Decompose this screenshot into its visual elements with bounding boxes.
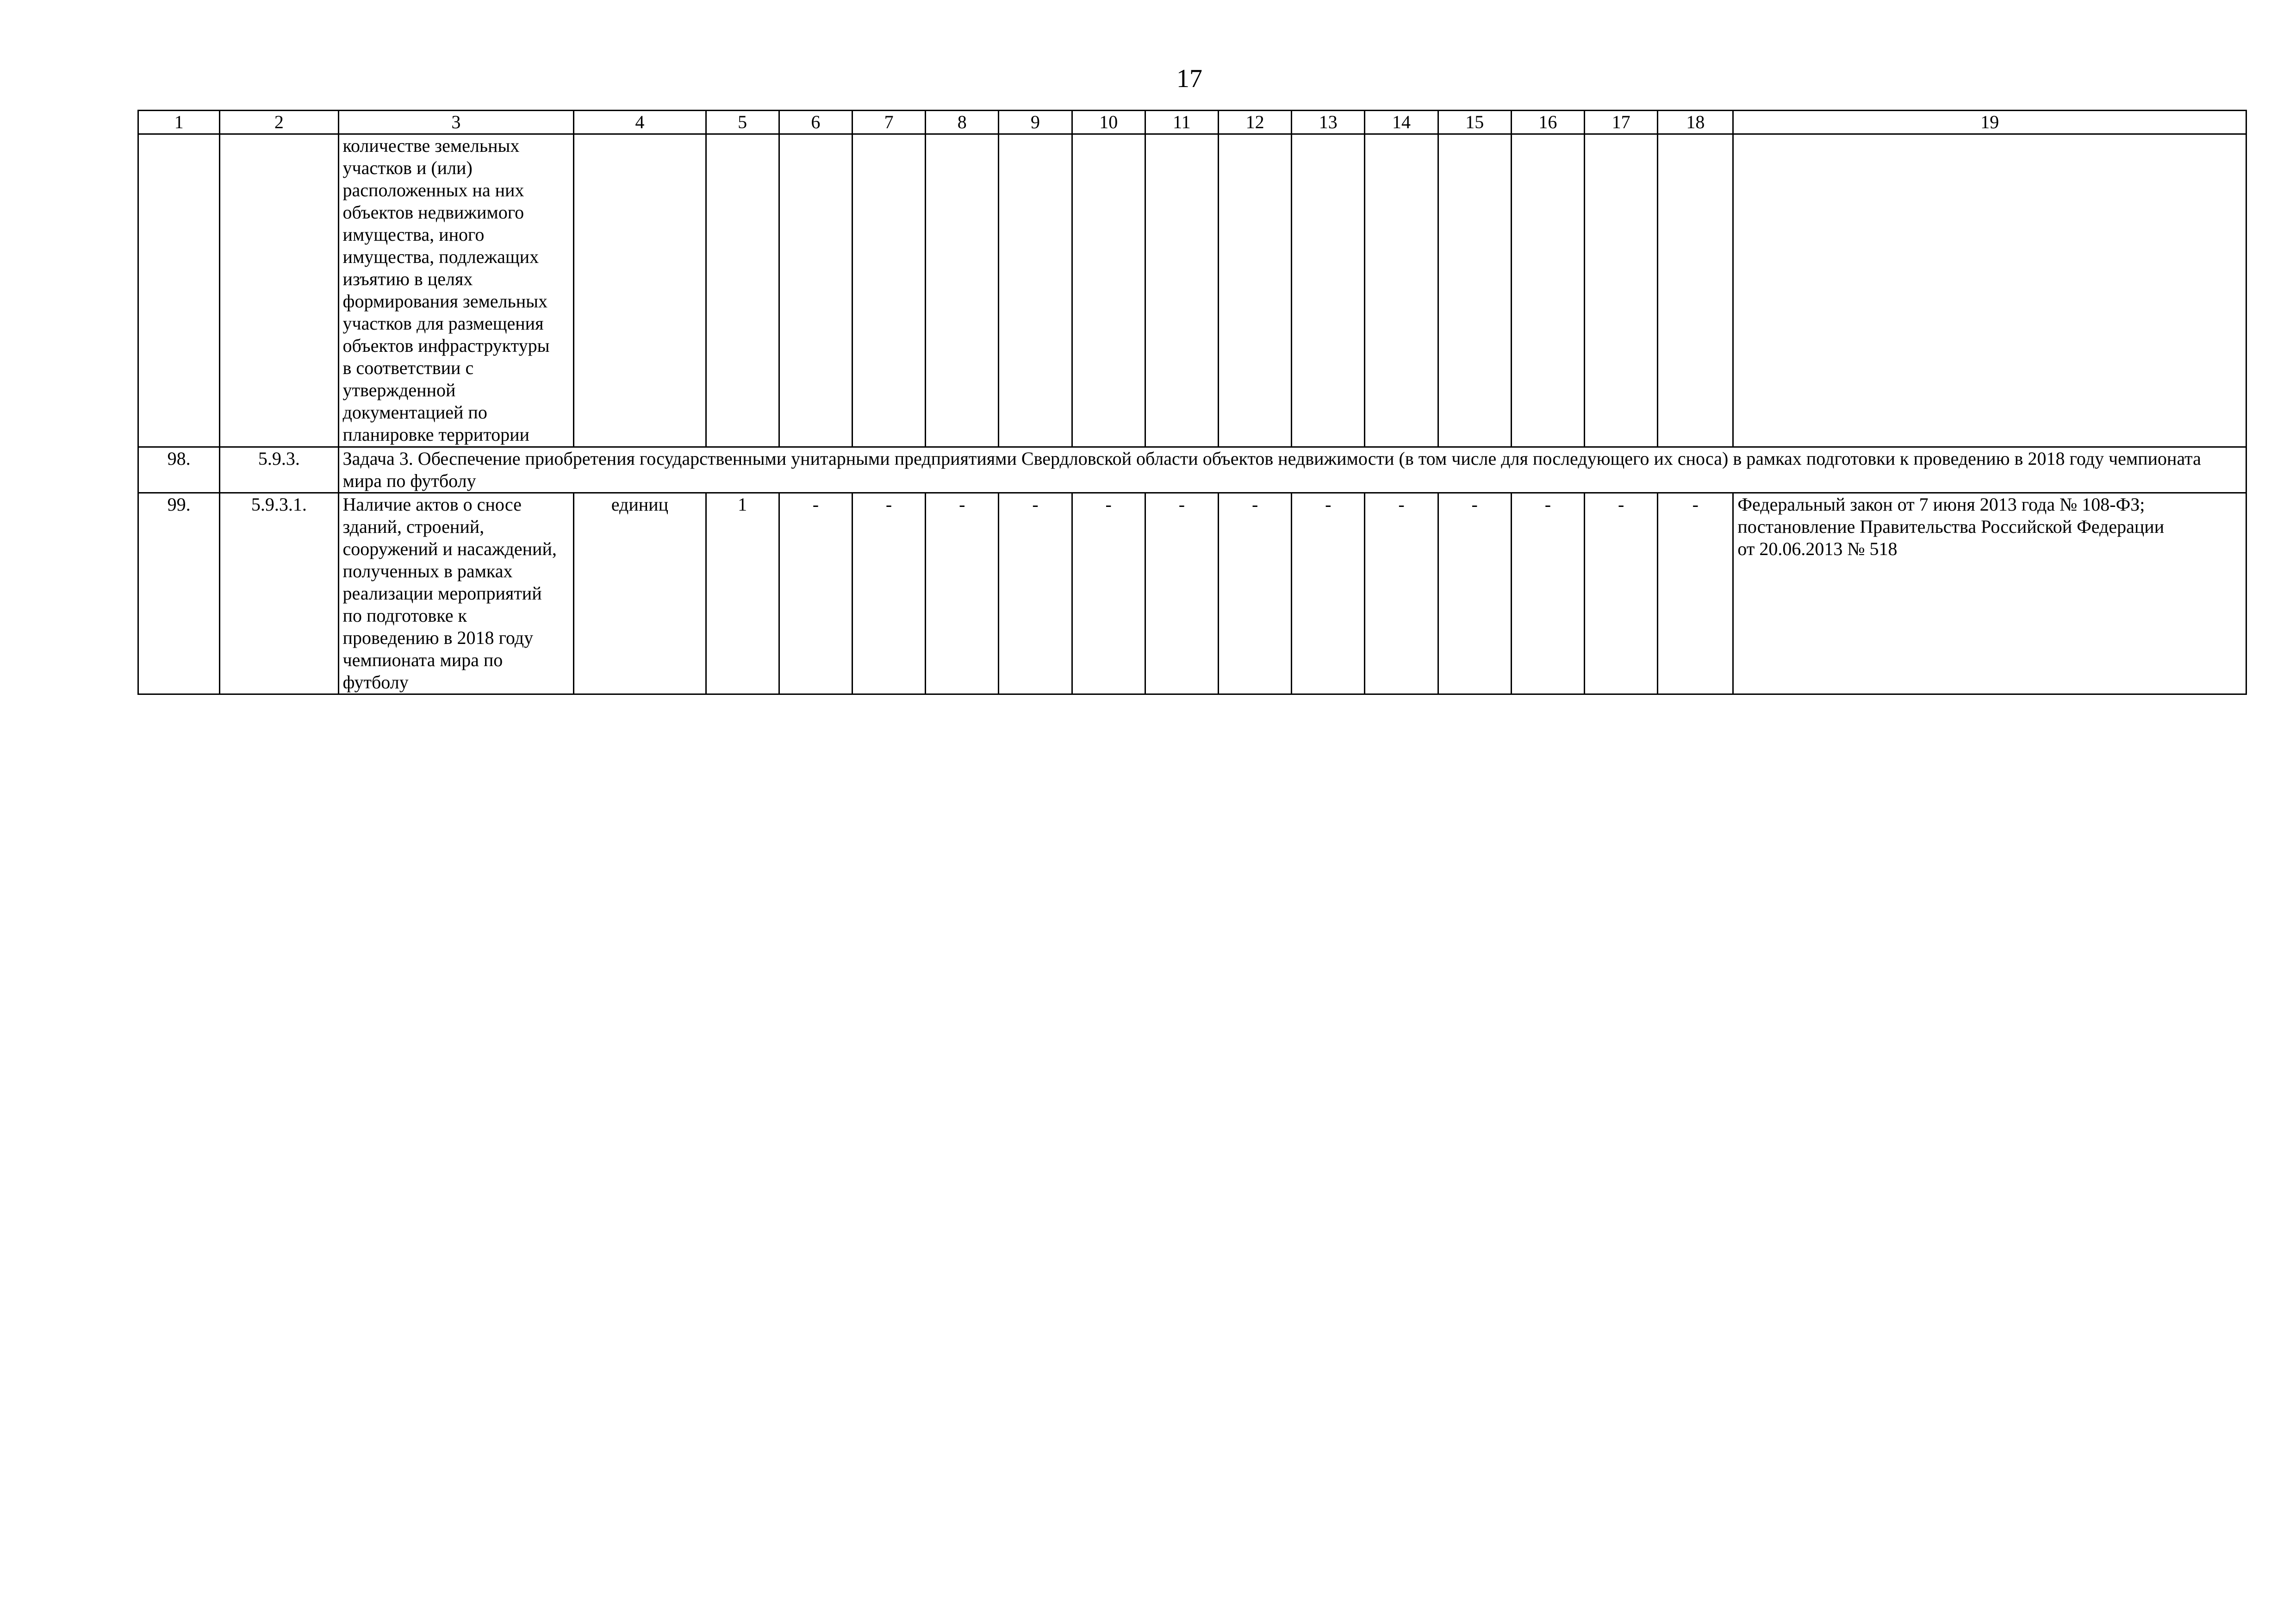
column-header: 8 [926,111,999,134]
column-header: 12 [1219,111,1292,134]
year-value-cell: - [1292,493,1365,694]
indicators-table [137,110,2247,695]
column-header: 19 [1733,111,2246,134]
year-value-cell: - [926,493,999,694]
empty-cell [1145,134,1218,447]
empty-cell [1511,134,1584,447]
column-header: 18 [1658,111,1733,134]
indicator-name: Наличие актов о сносе зданий, строений, сооружений и насаждений, полученных в рамках реализации мероприятий по подготовке к проведению в 2018 году чемпионата мира по футболу [338,493,574,694]
empty-cell [138,134,220,447]
year-value-cell: - [1219,493,1292,694]
empty-cell [926,134,999,447]
continuation-row [138,134,2246,447]
page-number: 17 [1176,64,1202,93]
column-header: 11 [1145,111,1218,134]
empty-cell [1658,134,1733,447]
column-header: 16 [1511,111,1584,134]
column-header: 15 [1438,111,1511,134]
column-header: 7 [852,111,925,134]
empty-cell [1072,134,1145,447]
empty-cell [999,134,1072,447]
empty-cell [852,134,925,447]
year-value-cell: - [1511,493,1584,694]
value-cell: 1 [706,493,779,694]
column-number-row [138,111,2246,134]
empty-cell [779,134,852,447]
row-number: 99. [138,493,220,694]
year-value-cell: - [852,493,925,694]
task-row [138,447,2246,493]
column-header: 17 [1585,111,1658,134]
year-value-cell: - [1145,493,1218,694]
empty-cell [706,134,779,447]
column-header: 14 [1365,111,1438,134]
empty-cell [1733,134,2246,447]
source-document: Федеральный закон от 7 июня 2013 года № 108-ФЗ; постановление Правительства Российской Федерации от 20.06.2013 № 518 [1733,493,2246,694]
column-header: 9 [999,111,1072,134]
empty-cell [574,134,706,447]
column-header: 13 [1292,111,1365,134]
year-value-cell: - [999,493,1072,694]
indicator-name-continued: количестве земельных участков и (или) расположенных на них объектов недвижимого имущества, иного имущества, подлежащих изъятию в целях формирования земельных участков для размещения объектов инфраструктуры в соответствии с утвержденной документацией по планировке территории [338,134,574,447]
column-header: 4 [574,111,706,134]
empty-cell [1292,134,1365,447]
year-value-cell: - [1072,493,1145,694]
year-value-cell: - [1438,493,1511,694]
task-title: Задача 3. Обеспечение приобретения государственными унитарными предприятиями Свердловской области объектов недвижимости (в том числе для последующего их сноса) в рамках подготовки к проведению в 2018 году чемпионата мира по футболу [338,447,2246,493]
empty-cell [1219,134,1292,447]
year-value-cell: - [1365,493,1438,694]
empty-cell [1438,134,1511,447]
column-header: 5 [706,111,779,134]
unit-cell: единиц [574,493,706,694]
column-header: 1 [138,111,220,134]
year-value-cell: - [1658,493,1733,694]
column-header: 2 [220,111,338,134]
column-header: 6 [779,111,852,134]
year-value-cell: - [779,493,852,694]
row-code: 5.9.3. [220,447,338,493]
empty-cell [1585,134,1658,447]
column-header: 10 [1072,111,1145,134]
row-code: 5.9.3.1. [220,493,338,694]
empty-cell [220,134,338,447]
empty-cell [1365,134,1438,447]
column-header: 3 [338,111,574,134]
year-value-cell: - [1585,493,1658,694]
row-number: 98. [138,447,220,493]
indicator-row [138,493,2246,694]
